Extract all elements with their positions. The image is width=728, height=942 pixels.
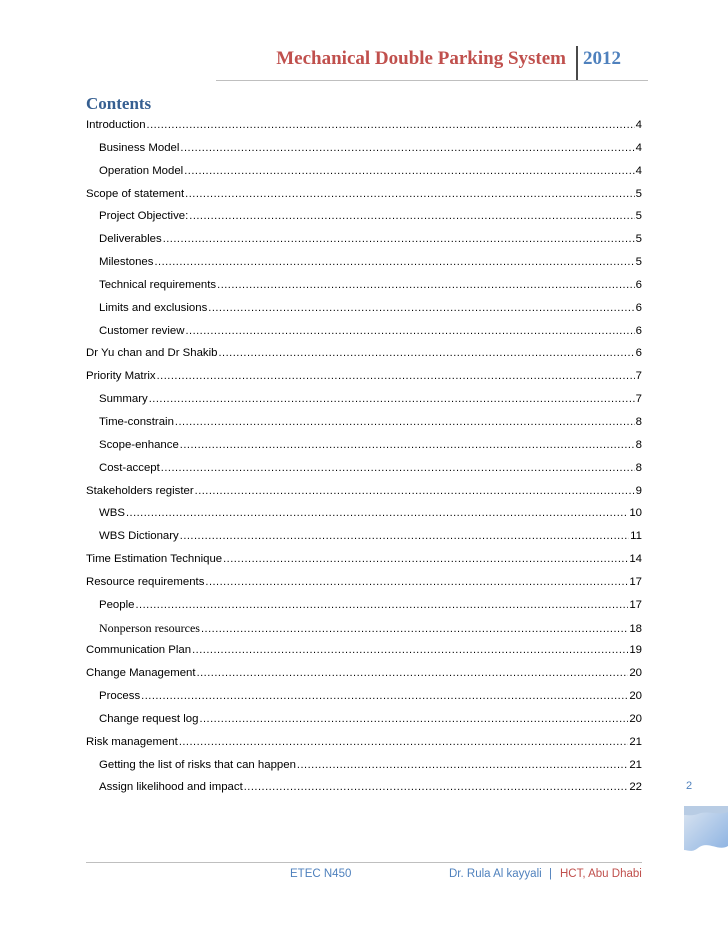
toc-entry-page: 22	[629, 781, 642, 794]
toc-dot-leader	[189, 207, 634, 226]
toc-entry-page: 4	[635, 119, 642, 131]
toc-dot-leader	[149, 390, 635, 409]
toc-entry[interactable]	[86, 459, 642, 482]
footer-org: HCT, Abu Dhabi	[560, 868, 642, 880]
toc-entry-page: 6	[635, 347, 642, 360]
toc-entry[interactable]	[86, 230, 642, 253]
toc-entry-label: Time-constrain	[99, 415, 174, 428]
toc-entry-label: Getting the list of risks that can happen	[99, 758, 296, 771]
toc-dot-leader	[223, 550, 628, 569]
toc-entry-label: Limits and exclusions	[99, 301, 208, 314]
toc-entry[interactable]	[86, 482, 642, 505]
toc-dot-leader	[175, 413, 635, 432]
toc-entry-page: 10	[629, 507, 642, 520]
toc-entry-page: 14	[629, 553, 642, 566]
page-number: 2	[686, 780, 693, 792]
footer-course: ETEC N450	[290, 868, 352, 880]
toc-entry-label: Operation Model	[99, 164, 184, 177]
toc-entry[interactable]	[86, 436, 642, 459]
toc-entry-page: 7	[635, 393, 642, 406]
toc-entry-label: Communication Plan	[86, 644, 192, 657]
toc-entry-label: Change Management	[86, 667, 196, 680]
toc-entry[interactable]	[86, 207, 642, 230]
footer-separator: |	[549, 868, 552, 880]
toc-dot-leader	[180, 139, 634, 158]
toc-entry-page: 9	[635, 484, 642, 497]
toc-entry-page: 6	[635, 324, 642, 337]
toc-dot-leader	[184, 162, 634, 181]
toc-entry[interactable]	[86, 413, 642, 436]
toc-entry-label: WBS Dictionary	[99, 530, 179, 543]
toc-entry-label: Nonperson resources	[99, 620, 200, 635]
toc-entry-label: Time Estimation Technique	[86, 553, 223, 566]
footer-rule	[86, 862, 642, 863]
toc-dot-leader	[161, 459, 635, 478]
toc-entry[interactable]	[86, 322, 642, 345]
toc-entry-label: Priority Matrix	[86, 370, 156, 383]
toc-dot-leader	[208, 299, 634, 318]
footer-author: Dr. Rula Al kayyali	[449, 868, 542, 880]
toc-entry-page: 20	[629, 690, 642, 703]
toc-entry-label: WBS	[99, 507, 125, 520]
toc-entry[interactable]	[86, 276, 642, 299]
toc-entry-page: 6	[635, 301, 642, 314]
toc-entry-label: Deliverables	[99, 233, 162, 246]
toc-dot-leader	[205, 573, 628, 592]
toc-entry-page: 5	[635, 233, 642, 246]
toc-entry[interactable]	[86, 619, 642, 642]
toc-dot-leader	[185, 185, 635, 204]
toc-entry[interactable]	[86, 527, 642, 550]
toc-entry[interactable]	[86, 756, 642, 779]
toc-entry-page: 8	[635, 461, 642, 474]
toc-entry[interactable]	[86, 596, 642, 619]
toc-entry-label: Introduction	[86, 119, 146, 131]
toc-dot-leader	[192, 641, 628, 660]
toc-dot-leader	[201, 620, 628, 639]
toc-entry-label: Risk management	[86, 735, 178, 748]
toc-dot-leader	[180, 436, 635, 455]
toc-entry-page: 4	[635, 164, 642, 177]
toc-entry[interactable]	[86, 344, 642, 367]
toc-entry-page: 5	[635, 187, 642, 200]
toc-dot-leader	[179, 733, 629, 752]
toc-entry[interactable]	[86, 390, 642, 413]
toc-entry[interactable]	[86, 185, 642, 208]
contents-heading: Contents	[86, 94, 152, 113]
table-of-contents	[86, 116, 642, 801]
toc-entry-page: 4	[635, 141, 642, 154]
toc-entry[interactable]	[86, 116, 642, 139]
toc-entry[interactable]	[86, 504, 642, 527]
toc-entry-page: 5	[635, 256, 642, 269]
toc-entry-page: 20	[629, 712, 642, 725]
toc-dot-leader	[185, 322, 634, 341]
toc-entry-label: Cost-accept	[99, 461, 160, 474]
toc-dot-leader	[126, 504, 628, 523]
toc-dot-leader	[163, 230, 635, 249]
toc-entry-page: 8	[635, 415, 642, 428]
toc-entry[interactable]	[86, 778, 642, 801]
toc-entry-label: Technical requirements	[99, 278, 217, 291]
toc-entry[interactable]	[86, 710, 642, 733]
toc-entry[interactable]	[86, 299, 642, 322]
toc-entry-label: Scope-enhance	[99, 438, 179, 451]
header-divider	[576, 46, 578, 80]
toc-entry-page: 19	[629, 644, 642, 657]
toc-entry[interactable]	[86, 139, 642, 162]
toc-entry-page: 17	[629, 575, 642, 588]
toc-entry-label: Resource requirements	[86, 575, 205, 588]
toc-dot-leader	[135, 596, 628, 615]
toc-entry-label: Stakeholders register	[86, 484, 194, 497]
toc-entry-label: Scope of statement	[86, 187, 185, 200]
toc-entry[interactable]	[86, 550, 642, 573]
page-header	[0, 46, 728, 80]
toc-entry-page: 11	[630, 530, 642, 543]
toc-dot-leader	[157, 367, 635, 386]
toc-entry-page: 7	[635, 370, 642, 383]
toc-entry-page: 21	[629, 735, 642, 748]
toc-dot-leader	[297, 756, 628, 775]
toc-dot-leader	[219, 344, 635, 363]
toc-entry-page: 20	[629, 667, 642, 680]
document-year: 2012	[583, 48, 621, 69]
toc-entry-page: 21	[629, 758, 642, 771]
toc-entry-label: Dr Yu chan and Dr Shakib	[86, 347, 218, 360]
toc-entry-label: Project Objective:	[99, 210, 189, 223]
page-footer	[0, 868, 728, 888]
toc-entry-page: 17	[629, 598, 642, 611]
toc-dot-leader	[244, 778, 629, 797]
toc-entry[interactable]	[86, 253, 642, 276]
toc-dot-leader	[141, 687, 628, 706]
toc-entry-label: Change request log	[99, 712, 199, 725]
toc-entry[interactable]	[86, 641, 642, 664]
toc-entry-label: People	[99, 598, 135, 611]
toc-dot-leader	[180, 527, 629, 546]
document-title: Mechanical Double Parking System	[276, 48, 566, 69]
toc-entry[interactable]	[86, 733, 642, 756]
toc-entry-label: Process	[99, 690, 141, 703]
toc-entry[interactable]	[86, 687, 642, 710]
toc-dot-leader	[195, 482, 635, 501]
toc-dot-leader	[199, 710, 628, 729]
page-tab-decoration-icon	[678, 806, 728, 862]
toc-entry-label: Business Model	[99, 141, 180, 154]
toc-dot-leader	[197, 664, 629, 683]
toc-dot-leader	[217, 276, 635, 295]
toc-entry[interactable]	[86, 573, 642, 596]
toc-entry-page: 5	[635, 210, 642, 223]
toc-entry-label: Assign likelihood and impact	[99, 781, 243, 794]
header-rule	[216, 80, 648, 81]
toc-entry[interactable]	[86, 367, 642, 390]
toc-entry-page: 18	[629, 622, 642, 635]
toc-dot-leader	[147, 116, 635, 135]
toc-entry-label: Summary	[99, 393, 148, 406]
toc-dot-leader	[154, 253, 634, 272]
toc-entry[interactable]	[86, 664, 642, 687]
toc-entry[interactable]	[86, 162, 642, 185]
toc-entry-label: Customer review	[99, 324, 185, 337]
toc-entry-label: Milestones	[99, 256, 154, 269]
toc-entry-page: 8	[635, 438, 642, 451]
toc-entry-page: 6	[635, 278, 642, 291]
